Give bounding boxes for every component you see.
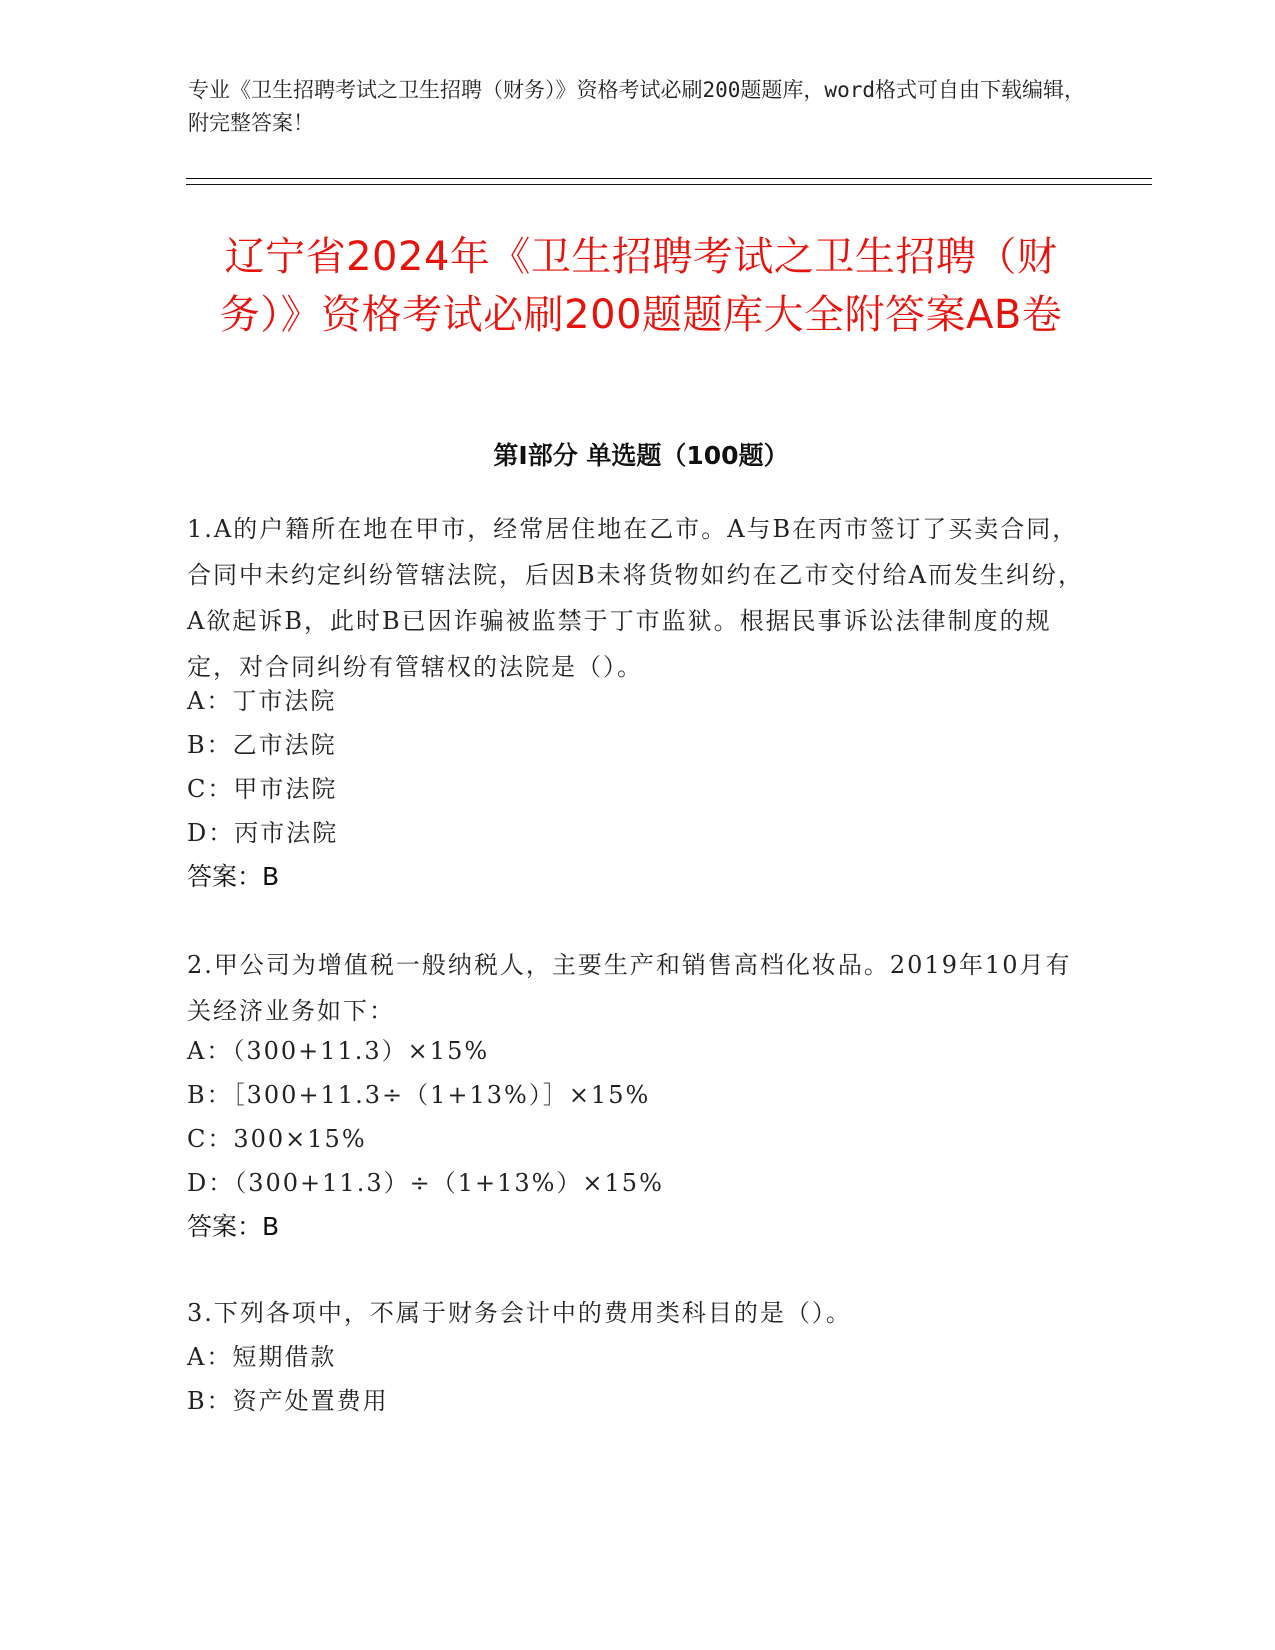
document-title: 辽宁省2024年《卫生招聘考试之卫生招聘（财务）》资格考试必刷200题题库大全附答案AB卷 (219, 234, 1063, 338)
question-option: A：丁市法院 (187, 687, 337, 715)
question-option: C：300×15% (187, 1125, 367, 1153)
question-option: B：［300+11.3÷（1+13%）］×15% (187, 1081, 651, 1109)
header-divider (186, 184, 1152, 185)
question-option: D：（300+11.3）÷（1+13%）×15% (187, 1169, 664, 1197)
question-answer: 答案：B (187, 862, 280, 891)
header-note: 专业《卫生招聘考试之卫生招聘（财务）》资格考试必刷200题题库，word格式可自由下载编辑，附完整答案！ (188, 78, 1085, 135)
question-option: A：短期借款 (187, 1343, 337, 1371)
question-option: C：甲市法院 (187, 775, 338, 803)
question-option: A：（300+11.3）×15% (187, 1037, 490, 1065)
question-option: D：丙市法院 (187, 819, 339, 847)
header-divider (186, 178, 1152, 179)
question-option: B：乙市法院 (187, 731, 337, 759)
question-stem: 1.A的户籍所在地在甲市，经常居住地在乙市。A与B在丙市签订了买卖合同，合同中未约定纠纷管辖法院，后因B未将货物如约在乙市交付给A而发生纠纷，A欲起诉B，此时B已因诈骗被监禁于丁市监狱。根据民事诉讼法律制度的规定，对合同纠纷有管辖权的法院是（）。 (187, 515, 1084, 681)
section-title: 第Ⅰ部分 单选题（100题） (493, 441, 789, 470)
question-stem: 3.下列各项中，不属于财务会计中的费用类科目的是（）。 (187, 1299, 852, 1327)
question-answer: 答案：B (187, 1212, 280, 1241)
question-option: B：资产处置费用 (187, 1387, 389, 1415)
question-stem: 2.甲公司为增值税一般纳税人，主要生产和销售高档化妆品。2019年10月有关经济业务如下： (187, 951, 1072, 1025)
